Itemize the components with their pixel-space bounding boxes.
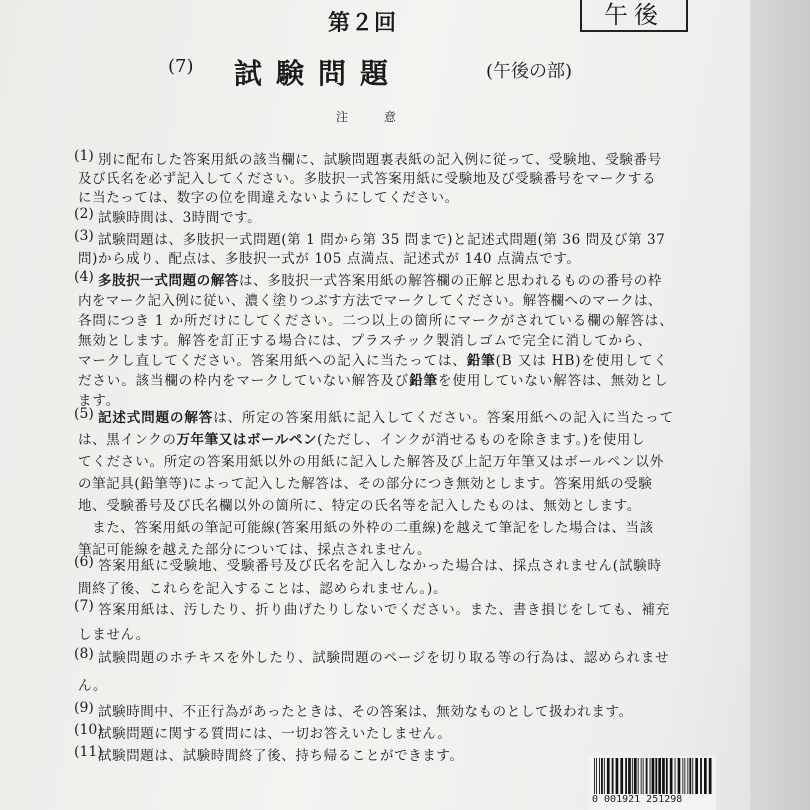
barcode-bar (670, 758, 673, 794)
rule-line (98, 700, 633, 720)
rule-line (78, 674, 107, 694)
paper-edge (750, 0, 810, 810)
barcode-digits: 0 001921 251298 (592, 794, 683, 805)
rule-emphasis: 鉛筆 (466, 353, 496, 369)
rule-text: は、多肢択一式答案用紙の解答欄の正解と思われるものの番号の枠 (239, 273, 662, 289)
rule-emphasis: 万年筆又はボールペン (176, 432, 318, 448)
rule-number: (8) (74, 646, 94, 662)
rule-line (78, 186, 459, 206)
rule-number: (11) (74, 744, 103, 760)
title-row (168, 52, 588, 90)
barcode-bar (658, 758, 661, 794)
rule-text: 答案用紙は、汚したり、折り曲げたりしないでください。また、書き損じをしても、補充 (98, 602, 670, 618)
barcode-bar (604, 758, 605, 794)
rule-text: 各問につき 1 か所だけにしてください。二つ以上の箇所にマークがされている欄の解答は、 (78, 313, 674, 329)
rule-number: (1) (74, 148, 94, 164)
barcode-bar (689, 758, 691, 794)
rule-text: 試験時間中、不正行為があったときは、その答案は、無効なものとして扱われます。 (98, 704, 633, 720)
barcode-bar (641, 758, 642, 794)
rule-text: を使用していない解答は、無効とし (438, 373, 669, 389)
barcode-bar (684, 758, 685, 794)
rule-line (98, 206, 261, 226)
rule-line (78, 309, 674, 329)
rule-text: ださい。該当欄の枠内をマークしていない解答及び (78, 373, 410, 389)
rule-line (98, 148, 662, 168)
rule-text: しません。 (78, 627, 150, 643)
notice-heading: 注意 (336, 110, 433, 124)
barcode-bar (666, 758, 668, 794)
rule-line (78, 472, 652, 492)
rule-line (98, 744, 464, 764)
rule-line (78, 349, 668, 369)
exam-number: 第２回 (328, 10, 398, 36)
barcode-bar (650, 758, 651, 794)
rule-emphasis: 記述式問題の解答 (98, 410, 214, 426)
barcode (592, 758, 712, 794)
session-box: 午後 (580, 0, 688, 32)
rule-text: てください。所定の答案用紙以外の用紙に記入した解答及び上記万年筆又はボールペン以外 (78, 454, 665, 470)
rule-number: (6) (74, 554, 94, 570)
rule-text: 試験問題は、試験時間終了後、持ち帰ることができます。 (98, 748, 464, 764)
rule-text: 地、受験番号及び氏名欄以外の箇所に、特定の氏名等を記入したものは、無効とします。 (78, 498, 641, 514)
rule-number: (10) (74, 722, 103, 738)
rule-line (98, 269, 662, 289)
rule-line (78, 516, 654, 536)
rule-text: は、所定の答案用紙に記入してください。答案用紙への記入に当たって (213, 410, 675, 426)
rule-text: 間終了後、これらを記入することは、認められません。)。 (78, 581, 448, 597)
rule-number: (2) (74, 206, 94, 222)
rule-text: 試験問題は、多肢択一式問題(第 1 問から第 35 問まで)と記述式問題(第 36 問及び第 37 (98, 232, 666, 248)
rule-text: 別に配布した答案用紙の該当欄に、試験問題裏表紙の記入例に従って、受験地、受験番号 (98, 152, 662, 168)
rule-line (78, 494, 641, 514)
rule-text: 答案用紙に受験地、受験番号及び氏名を記入しなかった場合は、採点されません(試験時 (98, 558, 662, 574)
rule-emphasis: 鉛筆 (409, 373, 439, 389)
rule-text: の筆記具(鉛筆等)によって記入した解答は、その部分につき無効とします。答案用紙の受験 (78, 476, 653, 492)
barcode-bar (596, 758, 597, 794)
rule-line (78, 247, 581, 267)
rule-line (78, 289, 662, 309)
barcode-bar (616, 758, 619, 794)
rule-line (98, 554, 662, 574)
rule-line (98, 228, 665, 248)
barcode-bar (599, 758, 600, 794)
rule-line (78, 450, 664, 470)
rule-line (78, 428, 645, 448)
rule-text: 内をマーク記入例に従い、濃く塗りつぶす方法でマークしてください。解答欄へのマークは、 (78, 293, 662, 309)
barcode-label (588, 756, 716, 810)
barcode-bar (594, 758, 595, 794)
barcode-bar (634, 758, 637, 794)
rule-text: ん。 (78, 678, 108, 694)
rule-number: (9) (74, 700, 94, 716)
rule-text: また、答案用紙の筆記可能線(答案用紙の外枠の二重線)を越えて筆記をした場合は、当該 (78, 520, 654, 536)
rule-text: 試験時間は、3時間です。 (98, 210, 262, 226)
rule-text: 問)から成り、配点は、多肢択一式が 105 点満点、記述式が 140 点満点です。 (78, 251, 581, 267)
rule-number: (5) (74, 406, 94, 422)
barcode-bar (655, 758, 657, 794)
rule-text: (B 又は HB)を使用してく (495, 353, 668, 369)
rule-text: に当たっては、数字の位を間違えないようにしてください。 (78, 190, 459, 206)
rule-line (98, 722, 451, 742)
barcode-bar (687, 758, 688, 794)
rule-text: は、黒インクの (78, 432, 177, 448)
barcode-bar (646, 758, 648, 794)
rule-text: ます。 (78, 393, 121, 409)
barcode-bar (625, 758, 627, 794)
barcode-bar (709, 758, 712, 794)
barcode-bar (632, 758, 633, 794)
rule-line (78, 623, 150, 643)
rule-text: (ただし、インクが消せるものを除きます。)を使用し (317, 432, 646, 448)
rule-number: (7) (74, 598, 94, 614)
rule-number: (4) (74, 269, 94, 285)
rule-emphasis: 多肢択一式問題の解答 (98, 273, 239, 289)
rule-text: 及び氏名を必ず記入してください。多肢択一式答案用紙に受験地及び受験番号をマークする (78, 171, 657, 187)
rule-text: 無効とします。解答を訂正する場合には、プラスチック製消しゴムで完全に消してから、 (78, 333, 652, 349)
barcode-bar (704, 758, 707, 794)
barcode-bar (678, 758, 681, 794)
barcode-bar (638, 758, 639, 794)
barcode-bar (675, 758, 676, 794)
rule-line (78, 329, 652, 349)
title-number: (7) (168, 56, 194, 77)
rule-line (78, 369, 668, 389)
rule-line (78, 577, 447, 597)
rule-text: 筆記可能線を越えた部分については、採点されません。 (78, 542, 432, 558)
barcode-bar (620, 758, 623, 794)
barcode-bar (692, 758, 693, 794)
rule-line (98, 406, 674, 426)
barcode-bar (662, 758, 665, 794)
barcode-bar (695, 758, 698, 794)
rule-line (98, 646, 669, 666)
rule-text: 試験問題に関する質問には、一切お答えいたしません。 (98, 726, 452, 742)
rule-text: マークし直してください。答案用紙への記入に当たっては、 (78, 353, 467, 369)
barcode-bar (612, 758, 614, 794)
barcode-bar (628, 758, 631, 794)
rule-line (98, 598, 670, 618)
title-subtitle: (午後の部) (486, 61, 573, 82)
barcode-bar (607, 758, 610, 794)
barcode-bar (682, 758, 683, 794)
rule-text: 試験問題のホチキスを外したり、試験問題のページを切り取る等の行為は、認められませ (98, 650, 670, 666)
barcode-bar (700, 758, 702, 794)
rule-line (78, 167, 656, 187)
barcode-bar (601, 758, 603, 794)
barcode-bar (652, 758, 655, 794)
barcode-bar (643, 758, 644, 794)
page-title: 試験問題 (234, 57, 403, 90)
rule-number: (3) (74, 228, 94, 244)
